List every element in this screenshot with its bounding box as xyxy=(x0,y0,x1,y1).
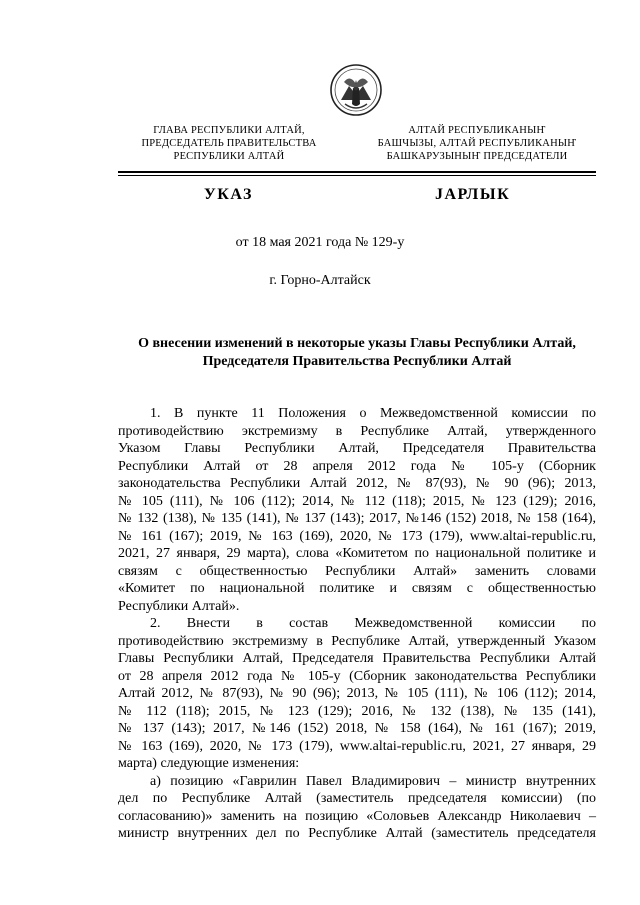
header-left-title xyxy=(118,124,340,163)
text-line: законодательства Республики Алтай 2012, № 87(93), № 90 (96); 2013, xyxy=(118,476,596,491)
paragraph-1 xyxy=(118,405,596,615)
text-line: Указом Главы Республики Алтай, Председателя Правительства xyxy=(118,441,596,456)
header-divider-thick xyxy=(118,171,596,173)
header-left-line: РЕСПУБЛИКИ АЛТАЙ xyxy=(173,151,285,162)
paragraph-2 xyxy=(118,615,596,773)
document-type-alt: JАРЛЫК xyxy=(435,186,511,203)
document-body xyxy=(118,405,596,843)
header-right-line: АЛТАЙ РЕСПУБЛИКАНЫҤ xyxy=(408,125,546,136)
altai-republic-emblem-icon xyxy=(329,60,383,120)
text-line: министр внутренних дел по Республике Алтай (заместитель председателя xyxy=(118,826,596,841)
document-city: г. Горно-Алтайск xyxy=(269,273,371,288)
text-line: Республики Алтай от 28 апреля 2012 года № 105-у (Сборник xyxy=(118,458,596,474)
text-line: противодействию экстремизму в Республике Алтай, утвержденного xyxy=(118,423,596,439)
text-line: № 105 (111), № 106 (112); 2014, № 112 (118); 2015, № 123 (129); 2016, xyxy=(118,493,596,509)
text-line: 1. В пункте 11 Положения о Межведомственной комиссии по xyxy=(150,406,596,421)
text-line: № 163 (169), 2020, № 173 (179), www.altai-republic.ru, 2021, 27 января, 29 xyxy=(118,738,596,754)
text-line: № 161 (167); 2019, № 163 (169), 2020, № 173 (179), www.altai-republic.ru, xyxy=(118,528,596,544)
document-type-ru: УКАЗ xyxy=(204,186,253,203)
text-line: 2. Внести в состав Межведомственной комиссии по xyxy=(150,616,596,631)
text-line: № 132 (138), № 135 (141), № 137 (143); 2017, №146 (152) 2018, № 158 (164), xyxy=(118,511,596,526)
paragraph-3 xyxy=(118,773,596,843)
text-line: 2021, 27 января, 29 марта), слова «Комитетом по национальной политике и xyxy=(118,546,596,561)
text-line: связям с общественностью Республики Алтай» заменить словами xyxy=(118,563,596,579)
document-title xyxy=(118,335,596,371)
text-line: от 28 апреля 2012 года № 105-у (Сборник законодательства Республики xyxy=(118,668,596,684)
text-line: Республики Алтай». xyxy=(118,598,240,614)
header-right-title xyxy=(352,124,602,163)
document-title-line: Председателя Правительства Республики Алтай xyxy=(202,354,512,369)
header-right-line: БАШКАРУЗЫНЫҤ ПРЕДСЕДАТЕЛИ xyxy=(386,151,568,162)
text-line: а) позицию «Гаврилин Павел Владимирович – министр внутренних xyxy=(150,773,596,789)
text-line: противодействию экстремизму в Республике Алтай, утвержденный Указом xyxy=(118,633,596,649)
header-divider-thin xyxy=(118,175,596,176)
header-right-line: БАШЧЫЗЫ, АЛТАЙ РЕСПУБЛИКАНЫҤ xyxy=(377,138,577,149)
header-left-line: ПРЕДСЕДАТЕЛЬ ПРАВИТЕЛЬСТВА xyxy=(141,138,317,149)
text-line: «Комитет по национальной политике и связям с общественностью xyxy=(118,581,596,596)
document-date-number: от 18 мая 2021 года № 129-у xyxy=(235,235,405,250)
text-line: согласованию)» заменить на позицию «Соловьев Александр Николаевич – xyxy=(118,808,596,824)
document-title-line: О внесении изменений в некоторые указы Главы Республики Алтай, xyxy=(138,336,576,351)
text-line: № 137 (143); 2017, №146 (152) 2018, № 158 (164), № 161 (167); 2019, xyxy=(118,721,596,736)
text-line: Алтай 2012, № 87(93), № 90 (96); 2013, № 105 (111), № 106 (112); 2014, xyxy=(118,686,596,701)
text-line: № 112 (118); 2015, № 123 (129); 2016, № 132 (138), № 135 (141), xyxy=(118,703,596,719)
header-left-line: ГЛАВА РЕСПУБЛИКИ АЛТАЙ, xyxy=(153,125,305,136)
text-line: Главы Республики Алтай, Председателя Правительства Республики Алтай xyxy=(118,651,596,666)
text-line: дел по Республике Алтай (заместитель председателя комиссии) (по xyxy=(118,791,596,806)
text-line: марта) следующие изменения: xyxy=(118,756,300,771)
